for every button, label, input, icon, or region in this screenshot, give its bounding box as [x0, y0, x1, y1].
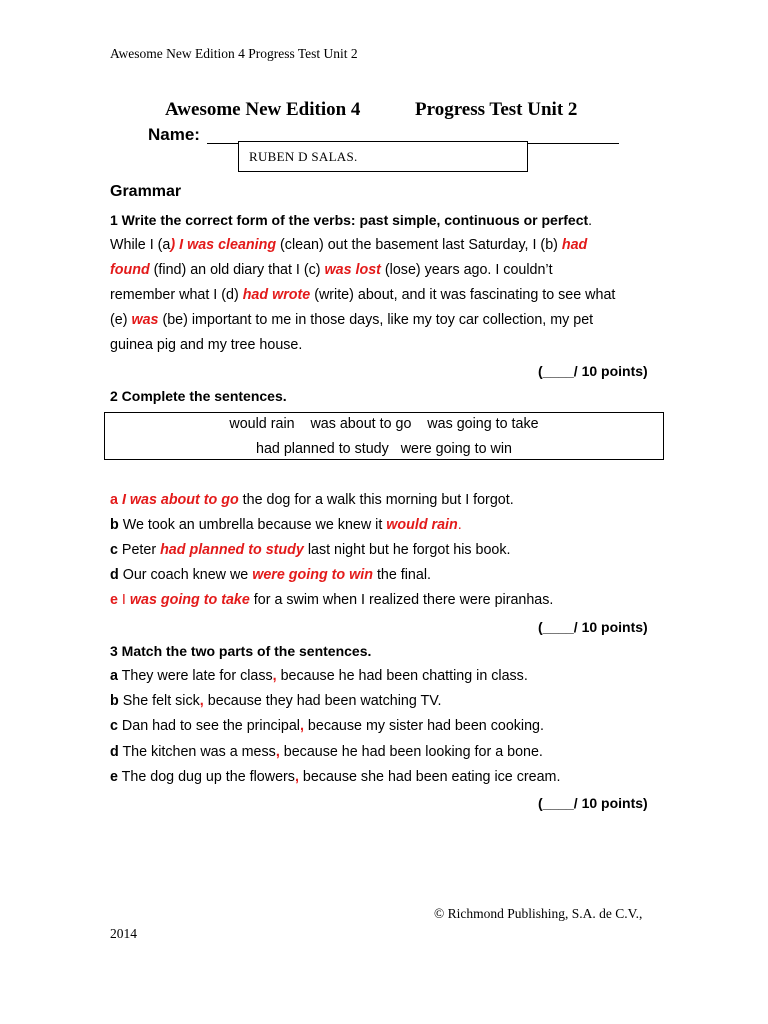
- section2-item-e: e I was going to take for a swim when I realized there were piranhas.: [110, 592, 554, 608]
- section1-line-2: found (find) an old diary that I (c) was lost (lose) years ago. I couldn’t: [110, 262, 553, 278]
- section2-item-a: a I was about to go the dog for a walk this morning but I forgot.: [110, 492, 514, 508]
- section3-heading: 3 Match the two parts of the sentences.: [110, 643, 372, 659]
- word-box: [104, 412, 664, 460]
- name-field[interactable]: [238, 141, 528, 172]
- section1-heading: 1 Write the correct form of the verbs: past simple, continuous or perfect.: [110, 212, 593, 228]
- section2-points: (____/ 10 points): [538, 619, 648, 635]
- section1-line-4: (e) was (be) important to me in those days, like my toy car collection, my pet: [110, 312, 594, 328]
- name-value: RUBEN D SALAS.: [249, 149, 358, 164]
- name-label: Name:: [148, 125, 200, 144]
- section2-item-c: c Peter had planned to study last night but he forgot his book.: [110, 542, 511, 558]
- page-subtitle: Progress Test Unit 2: [415, 99, 578, 120]
- section3-item-e: e The dog dug up the flowers, because she had been eating ice cream.: [110, 769, 561, 785]
- section3-item-b: b She felt sick, because they had been watching TV.: [110, 693, 442, 709]
- section1-line-1: While I (a) I was cleaning (clean) out the basement last Saturday, I (b) had: [110, 237, 588, 253]
- running-header: Awesome New Edition 4 Progress Test Unit 2: [110, 46, 358, 61]
- section1-points: (____/ 10 points): [538, 363, 648, 379]
- footer-year: 2014: [110, 926, 137, 941]
- section3-item-a: a They were late for class, because he had been chatting in class.: [110, 668, 528, 684]
- section2-item-b: b We took an umbrella because we knew it would rain.: [110, 517, 462, 533]
- section2-item-d: d Our coach knew we were going to win the final.: [110, 567, 431, 583]
- section1-line-3: remember what I (d) had wrote (write) about, and it was fascinating to see what: [110, 287, 616, 303]
- section2-heading: 2 Complete the sentences.: [110, 388, 287, 404]
- page-title: Awesome New Edition 4: [165, 99, 361, 120]
- word-box-row-1: would rain was about to go was going to take: [229, 416, 539, 432]
- section3-item-c: c Dan had to see the principal, because my sister had been cooking.: [110, 718, 544, 734]
- section3-item-d: d The kitchen was a mess, because he had been looking for a bone.: [110, 744, 543, 760]
- word-box-row-2: had planned to study were going to win: [256, 441, 512, 457]
- section1-line-5: guinea pig and my tree house.: [110, 337, 303, 353]
- section3-points: (____/ 10 points): [538, 795, 648, 811]
- section-title-grammar: Grammar: [110, 183, 182, 200]
- footer-copyright: © Richmond Publishing, S.A. de C.V.,: [434, 906, 643, 921]
